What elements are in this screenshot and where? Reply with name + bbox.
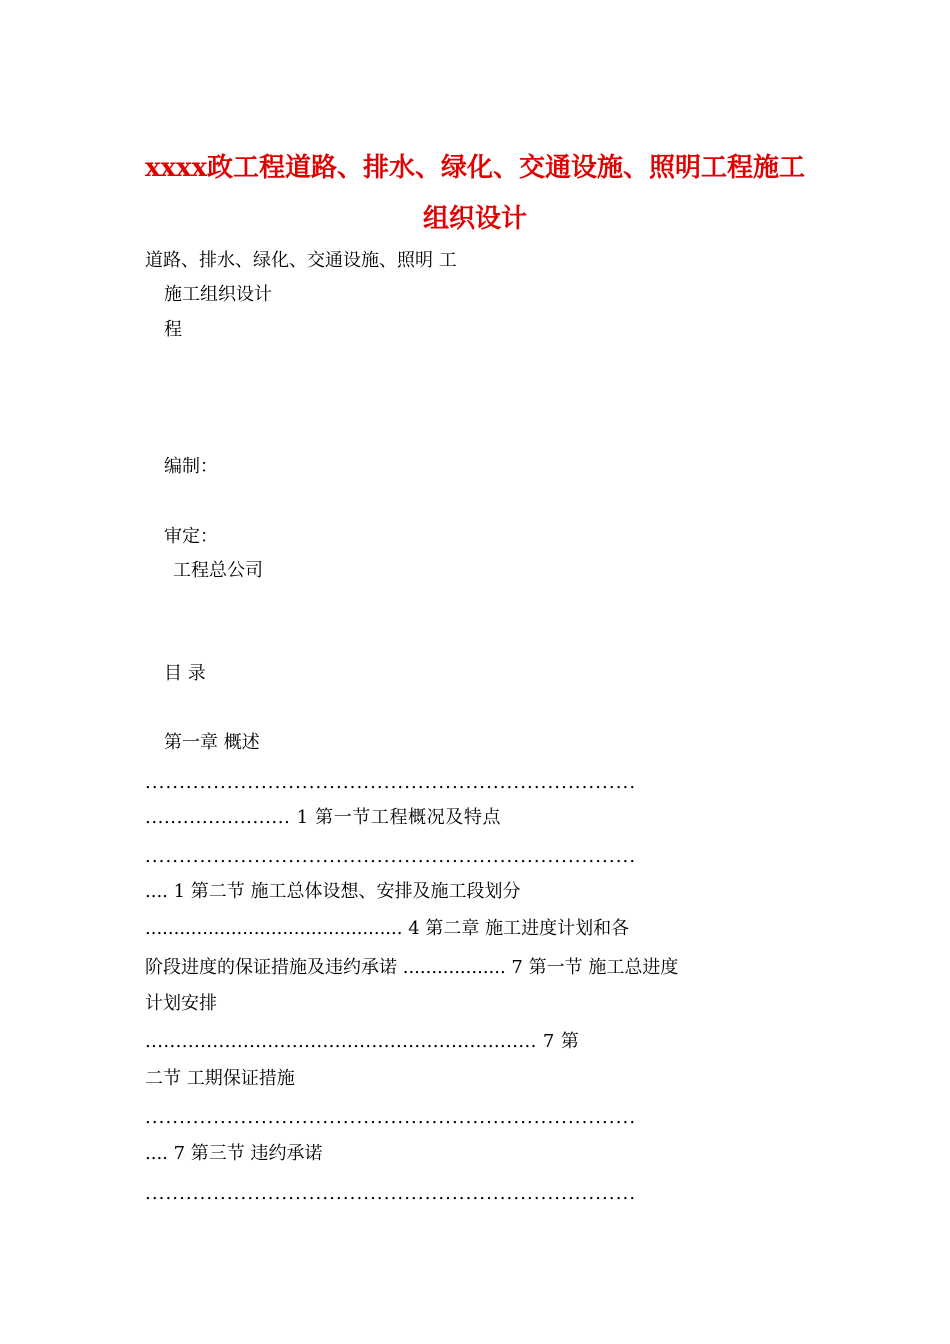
cover-line-1: 道路、排水、绿化、交通设施、照明 工 bbox=[145, 250, 457, 271]
toc-line: 第一章 概述 bbox=[164, 732, 260, 753]
toc-line: 阶段进度的保证措施及违约承诺 .................. 7 第一节 施工总进度 bbox=[145, 957, 679, 978]
cover-line-3: 程 bbox=[164, 319, 182, 340]
editor-label: 编制： bbox=[164, 456, 218, 477]
toc-line: ............................................. 4 第二章 施工进度计划和各 bbox=[145, 918, 630, 939]
toc-line: .... 7 第三节 违约承诺 bbox=[145, 1143, 323, 1164]
reviewer-label: 审定： bbox=[164, 526, 218, 547]
toc-line: ........................................................................ bbox=[145, 1107, 637, 1128]
toc-line: ....................... 1 第一节工程概况及特点 bbox=[145, 807, 502, 828]
cover-line-2: 施工组织设计 bbox=[164, 284, 272, 305]
toc-line: .... 1 第二节 施工总体设想、安排及施工段划分 bbox=[145, 881, 521, 902]
toc-line: 计划安排 bbox=[145, 993, 217, 1014]
toc-heading: 目 录 bbox=[164, 663, 206, 684]
document-title-line-2: 组织设计 bbox=[422, 204, 527, 234]
document-title-line-1: xxxx政工程道路、排水、绿化、交通设施、照明工程施工 bbox=[144, 153, 805, 183]
toc-line: ........................................................................ bbox=[145, 846, 637, 867]
toc-line: ................................................................ 7 第 bbox=[145, 1031, 580, 1052]
toc-line: 二节 工期保证措施 bbox=[145, 1068, 295, 1089]
toc-line: ........................................................................ bbox=[145, 772, 637, 793]
toc-line: ........................................................................ bbox=[145, 1183, 637, 1204]
company-name: 工程总公司 bbox=[173, 560, 263, 581]
